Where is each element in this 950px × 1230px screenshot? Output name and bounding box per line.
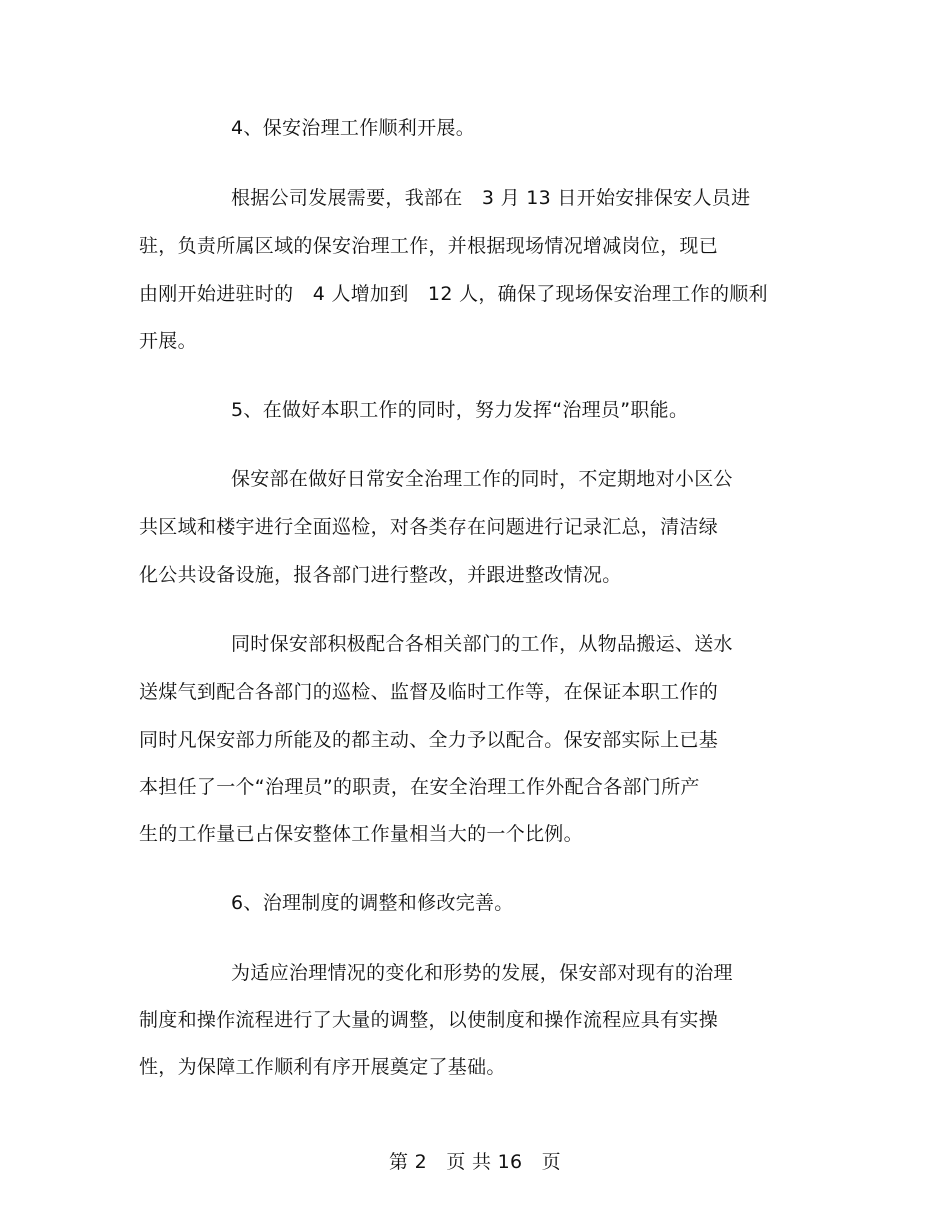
- paragraph-line: 生的工作量已占保安整体工作量相当大的一个比例。: [139, 823, 583, 845]
- paragraph-line: 性，为保障工作顺利有序开展奠定了基础。: [139, 1056, 506, 1078]
- paragraph-line: 保安部在做好日常安全治理工作的同时，不定期地对小区公: [231, 468, 733, 490]
- paragraph-line: 同时保安部积极配合各相关部门的工作，从物品搬运、送水: [231, 633, 733, 655]
- section-heading-4: 4、保安治理工作顺利开展。: [231, 117, 475, 139]
- paragraph-line: 由刚开始进驻时的 4 人增加到 12 人，确保了现场保安治理工作的顺利: [139, 283, 768, 305]
- paragraph-line: 同时凡保安部力所能及的都主动、全力予以配合。保安部实际上已基: [139, 729, 719, 751]
- section-heading-6: 6、治理制度的调整和修改完善。: [231, 892, 514, 914]
- section-heading-5: 5、在做好本职工作的同时，努力发挥“治理员”职能。: [231, 399, 689, 421]
- page-number-footer: 第 2 页 共 16 页: [389, 1151, 561, 1173]
- paragraph-line: 根据公司发展需要，我部在 3 月 13 日开始安排保安人员进: [231, 187, 751, 209]
- paragraph-line: 驻，负责所属区域的保安治理工作，并根据现场情况增减岗位，现已: [139, 235, 719, 257]
- paragraph-line: 开展。: [139, 330, 197, 352]
- paragraph-line: 共区域和楼宇进行全面巡检，对各类存在问题进行记录汇总，清洁绿: [139, 516, 719, 538]
- paragraph-line: 本担任了一个“治理员”的职责，在安全治理工作外配合各部门所产: [139, 776, 700, 798]
- paragraph-line: 送煤气到配合各部门的巡检、监督及临时工作等，在保证本职工作的: [139, 681, 719, 703]
- paragraph-line: 制度和操作流程进行了大量的调整，以使制度和操作流程应具有实操: [139, 1009, 719, 1031]
- paragraph-line: 为适应治理情况的变化和形势的发展，保安部对现有的治理: [231, 962, 733, 984]
- paragraph-line: 化公共设备设施，报各部门进行整改，并跟进整改情况。: [139, 564, 622, 586]
